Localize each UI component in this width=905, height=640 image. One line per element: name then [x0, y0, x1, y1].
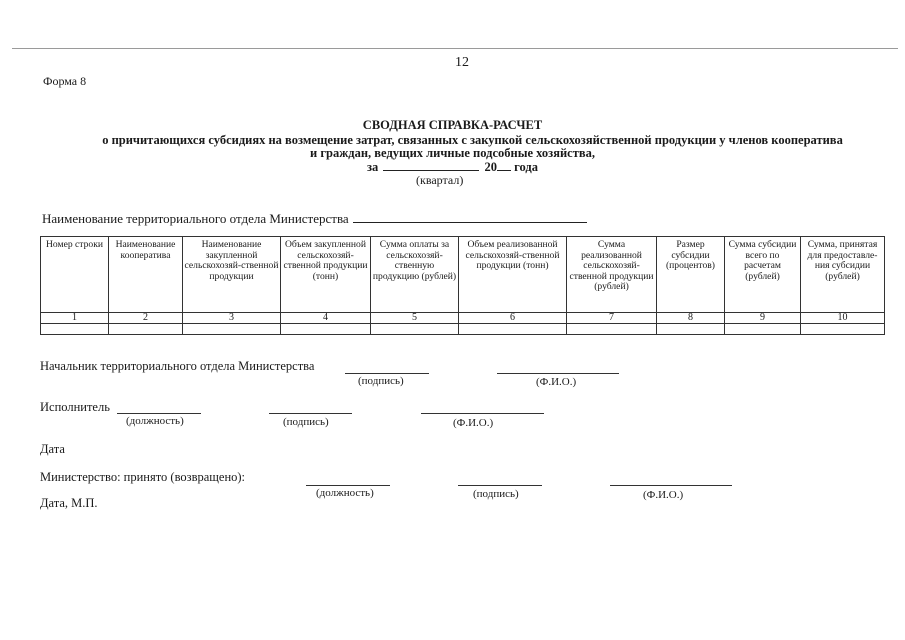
table-header-cell: Сумма оплаты за сельскохозяй-ственную продукцию (рублей) [371, 237, 459, 313]
year-blank [497, 170, 511, 171]
empty-cell [41, 324, 109, 335]
ministry-position-line [306, 485, 390, 486]
table-header-cell: Номер строки [41, 237, 109, 313]
head-signature-line [345, 373, 429, 374]
executor-label: Исполнитель [40, 400, 110, 414]
period-za: за [367, 160, 379, 174]
ministry-signature-line [458, 485, 542, 486]
ministry-position-caption: (должность) [316, 487, 374, 499]
ministry-label: Министерство: принято (возвращено): [40, 470, 246, 484]
empty-cell [567, 324, 657, 335]
table-empty-row [41, 324, 885, 335]
ministry-fio-caption: (Ф.И.О.) [643, 489, 684, 501]
executor-position-line [117, 413, 201, 414]
executor-signature-caption: (подпись) [283, 416, 329, 428]
executor-fio-caption: (Ф.И.О.) [453, 417, 494, 429]
head-fio-line [497, 373, 619, 374]
executor-signature-line [269, 413, 352, 414]
table-header-cell: Объем закупленной сельскохозяй-ственной продукции (тонн) [281, 237, 371, 313]
column-number-cell: 7 [567, 313, 657, 324]
empty-cell [725, 324, 801, 335]
table-header-row [41, 237, 885, 313]
year-suffix: года [514, 160, 538, 174]
quarter-note: (квартал) [416, 173, 464, 187]
column-number-cell: 3 [183, 313, 281, 324]
table-header-cell: Сумма реализованной сельскохозяй-ственной продукции (рублей) [567, 237, 657, 313]
table-header-cell: Объем реализованной сельскохозяй-ственной продукции (тонн) [459, 237, 567, 313]
column-number-cell: 2 [109, 313, 183, 324]
table-header-cell: Сумма субсидии всего по расчетам (рублей) [725, 237, 801, 313]
head-fio-caption: (Ф.И.О.) [536, 376, 577, 388]
executor-fio-line [421, 413, 544, 414]
column-number-cell: 4 [281, 313, 371, 324]
quarter-blank [383, 170, 479, 171]
form-label: Форма 8 [43, 74, 87, 88]
table-header-cell: Сумма, принятая для предоставле-ния субсидии (рублей) [801, 237, 885, 313]
page-number: 12 [455, 55, 469, 70]
date-label: Дата [40, 442, 65, 456]
page-top-rule [12, 48, 898, 49]
head-signature-caption: (подпись) [358, 375, 404, 387]
department-blank [353, 222, 587, 223]
table-column-number-row [41, 313, 885, 324]
executor-position-caption: (должность) [126, 415, 184, 427]
empty-cell [801, 324, 885, 335]
subsidy-table [40, 236, 885, 335]
table-header-cell: Наименование закупленной сельскохозяй-ственной продукции [183, 237, 281, 313]
document-title: СВОДНАЯ СПРАВКА-РАСЧЕТ [362, 118, 543, 132]
column-number-cell: 1 [41, 313, 109, 324]
year-prefix: 20 [484, 160, 498, 174]
empty-cell [109, 324, 183, 335]
empty-cell [371, 324, 459, 335]
empty-cell [281, 324, 371, 335]
empty-cell [459, 324, 567, 335]
department-line [42, 211, 587, 227]
column-number-cell: 6 [459, 313, 567, 324]
head-label: Начальник территориального отдела Министерства [40, 359, 315, 373]
ministry-fio-line [610, 485, 732, 486]
empty-cell [657, 324, 725, 335]
column-number-cell: 9 [725, 313, 801, 324]
column-number-cell: 10 [801, 313, 885, 324]
table-header-cell: Наименование кооператива [109, 237, 183, 313]
document-subtitle-line2: и граждан, ведущих личные подсобные хозяйства, [310, 146, 595, 160]
table-header-cell: Размер субсидии (процентов) [657, 237, 725, 313]
date-mp-label: Дата, М.П. [40, 496, 98, 510]
department-label: Наименование территориального отдела Министерства [42, 211, 349, 226]
column-number-cell: 8 [657, 313, 725, 324]
empty-cell [183, 324, 281, 335]
ministry-signature-caption: (подпись) [473, 488, 519, 500]
column-number-cell: 5 [371, 313, 459, 324]
document-subtitle-line1: о причитающихся субсидиях на возмещение затрат, связанных с закупкой сельскохозяйственной продукции у членов кооператива [102, 133, 843, 147]
